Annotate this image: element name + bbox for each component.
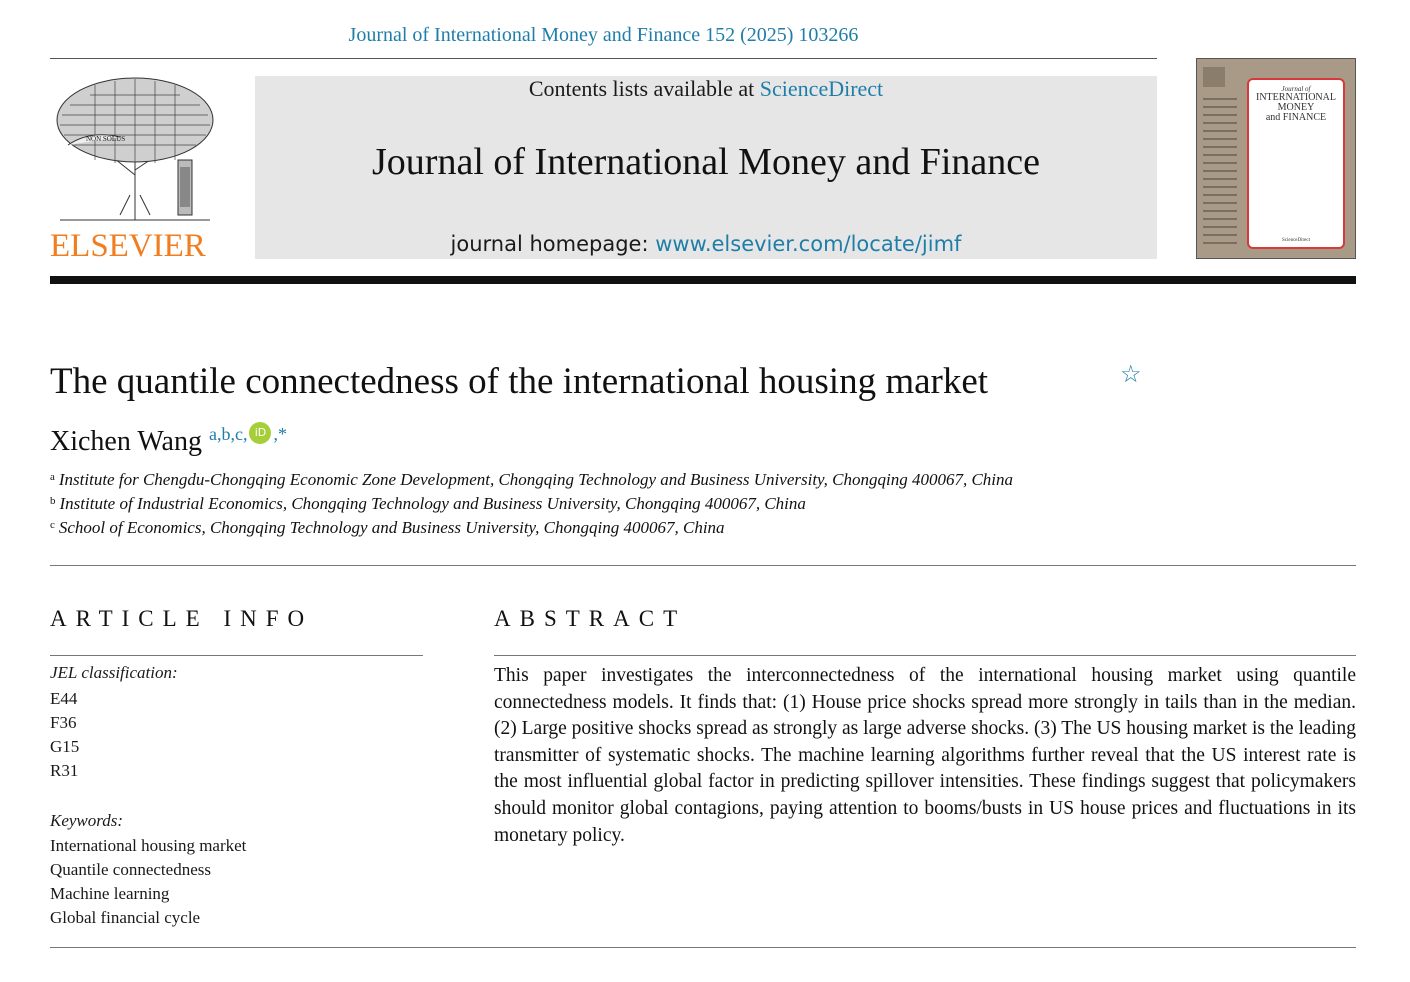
affiliation-a [50,470,1013,490]
jel-code: R31 [50,761,79,780]
affiliation-b [50,494,806,514]
author-affiliation-c-link[interactable]: c [234,424,243,444]
jel-code: F36 [50,713,77,732]
affiliation-key: c [50,519,55,531]
affiliation-key: b [50,495,56,507]
homepage-prefix: journal homepage: [450,232,656,256]
affiliation-key: a [50,471,55,483]
abstract-heading: ABSTRACT [494,606,687,631]
journal-title: Journal of International Money and Finance [372,141,1040,183]
logo-banner-text: NON SOLUS [86,135,126,143]
author-affiliation-b-link[interactable]: b [221,424,231,444]
keyword: Quantile connectedness [50,860,211,879]
keywords-label: Keywords: [50,811,124,830]
cover-logo-icon [1203,67,1225,87]
keyword: Machine learning [50,884,170,903]
top-divider [50,58,1157,59]
jel-list [50,687,79,783]
article-title: The quantile connectedness of the international housing market [50,361,989,402]
cover-footer: ScienceDirect [1281,238,1311,243]
article-info-rule [50,655,423,656]
contents-line [255,76,1157,102]
abstract-rule [494,655,1356,656]
sciencedirect-link[interactable]: ScienceDirect [759,76,884,101]
contents-prefix: Contents lists available at [528,76,760,101]
journal-citation-link[interactable]: Journal of International Money and Finance 152 (2025) 103266 [348,24,859,46]
jel-code: E44 [50,689,78,708]
journal-homepage-link[interactable]: www.elsevier.com/locate/jimf [655,232,962,256]
tree-engraving-icon [50,75,220,225]
jel-code: G15 [50,737,80,756]
homepage-line [255,232,1157,256]
cover-title-line1: INTERNATIONAL [1256,92,1336,103]
cover-journal-of: Journal of [1281,85,1311,93]
abstract-text: This paper investigates the interconnectedness of the international housing market using quantile connectedness models. It finds that: (1) House price shocks spread more strongly in tails than in the median. (2) Large positive shocks spread as strongly as large adverse shocks. (3) The US housing market is the leading transmitter of systematic shocks. The machine learning algorithms further reveal that the US interest rate is the most influential global factor in predicting spillover intensities. These findings suggest that policymakers should monitor global contagions, paying attention to booms/busts in US house prices and fluctuations in its monetary policy. [494,665,1356,846]
orcid-icon[interactable]: iD [249,422,271,444]
publisher-name: ELSEVIER [50,228,206,264]
header-bar [50,276,1356,284]
article-info-heading: ARTICLE INFO [50,606,314,631]
affiliation-text: Institute of Industrial Economics, Chongqing Technology and Business University, Chongqing 400067, China [59,494,806,513]
keyword: Global financial cycle [50,908,201,927]
affiliation-c [50,518,725,538]
cover-title-line2: MONEY [1277,102,1315,113]
cover-title [1247,93,1345,123]
author-affiliation-a-link[interactable]: a [208,424,217,444]
section-divider [50,565,1356,566]
bottom-divider [50,947,1356,948]
author-name[interactable]: Xichen Wang [50,426,202,457]
jel-label: JEL classification: [50,663,178,682]
keyword: International housing market [50,836,247,855]
corresponding-author-link[interactable]: * [277,424,287,444]
title-footnote-star-icon[interactable]: ☆ [1120,362,1142,388]
cover-title-line3: and FINANCE [1265,112,1327,123]
affiliation-text: Institute for Chengdu-Chongqing Economic Zone Development, Chongqing Technology and Business University, Chongqing 400067, China [58,470,1014,489]
keywords-list [50,834,246,930]
affiliation-text: School of Economics, Chongqing Technology and Business University, Chongqing 400067, China [58,518,725,537]
author-line: Xichen Wang $^{a,b,c,}$ iD ,* [50,424,287,457]
